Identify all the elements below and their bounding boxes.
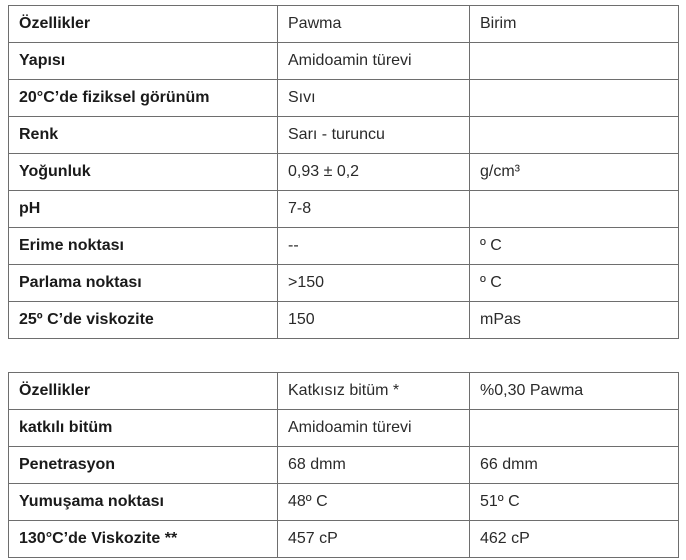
table-cell: Parlama noktası [9,265,278,302]
table-row [9,265,679,302]
table-row [9,302,679,339]
table-cell: katkılı bitüm [9,410,278,447]
table-cell: Pawma [278,6,470,43]
table-cell: pH [9,191,278,228]
table-row [9,228,679,265]
table-row [9,6,679,43]
table-cell: Erime noktası [9,228,278,265]
table-row [9,447,679,484]
table-cell: 51º C [470,484,679,521]
table-cell: º C [470,265,679,302]
table-cell: º C [470,228,679,265]
table-cell: >150 [278,265,470,302]
table-cell: 462 cP [470,521,679,558]
table-cell: 20°C’de fiziksel görünüm [9,80,278,117]
table-cell: 25º C’de viskozite [9,302,278,339]
table-cell: Özellikler [9,373,278,410]
table-cell: 68 dmm [278,447,470,484]
table-cell: Sıvı [278,80,470,117]
table-row [9,80,679,117]
table-cell: %0,30 Pawma [470,373,679,410]
table-cell [470,117,679,154]
table-cell: Amidoamin türevi [278,43,470,80]
table-row [9,373,679,410]
table-cell: g/cm³ [470,154,679,191]
table-cell: Özellikler [9,6,278,43]
table-cell: -- [278,228,470,265]
bitumen-comparison-table [8,372,679,558]
table-row [9,484,679,521]
table-cell: Yumuşama noktası [9,484,278,521]
table-cell: 66 dmm [470,447,679,484]
table-cell: Katkısız bitüm * [278,373,470,410]
table-cell: Penetrasyon [9,447,278,484]
table-cell: mPas [470,302,679,339]
table-row [9,117,679,154]
table-row [9,410,679,447]
table-cell [470,43,679,80]
table-row [9,154,679,191]
table-cell [470,410,679,447]
table-cell [470,191,679,228]
table-cell: 150 [278,302,470,339]
table-row [9,43,679,80]
table-cell: 130°C’de Viskozite ** [9,521,278,558]
table-cell: 7-8 [278,191,470,228]
table-cell: 457 cP [278,521,470,558]
table-row [9,521,679,558]
table-cell: Renk [9,117,278,154]
properties-table [8,5,679,339]
table-cell: Sarı - turuncu [278,117,470,154]
table-cell: 48º C [278,484,470,521]
table-cell: 0,93 ± 0,2 [278,154,470,191]
table-cell: Birim [470,6,679,43]
table-cell: Amidoamin türevi [278,410,470,447]
table-cell [470,80,679,117]
table-cell: Yoğunluk [9,154,278,191]
table-row [9,191,679,228]
table-cell: Yapısı [9,43,278,80]
